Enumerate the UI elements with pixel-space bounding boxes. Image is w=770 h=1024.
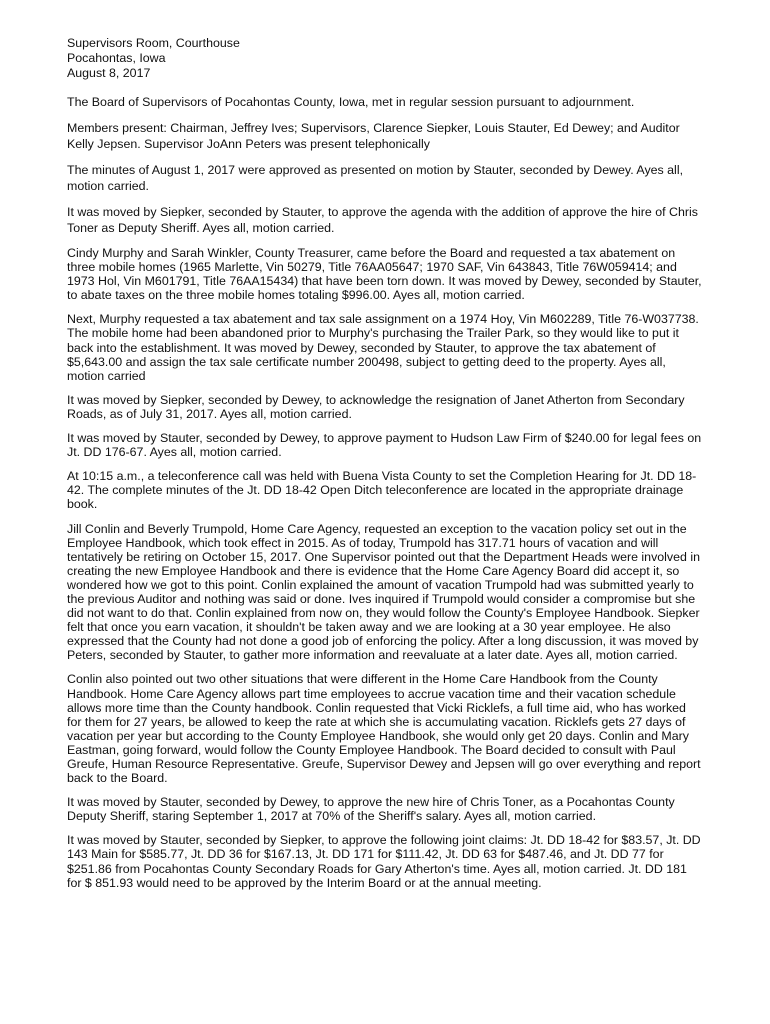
- paragraph-tax-abatement-mobile-homes: Cindy Murphy and Sarah Winkler, County Treasurer, came before the Board and requested a tax abatement on three mobile homes (1965 Marlette, Vin 50279, Title 76AA05647; 1970 SAF, Vin 643843, Title 76W059414; and 1973 Hol, Vin M601791, Title 76AA15434) that have been torn down. It was moved by Dewey, seconded by Stauter, to abate taxes on the three mobile homes totaling $996.00. Ayes all, motion carried.: [67, 246, 702, 303]
- paragraph-new-hire: It was moved by Stauter, seconded by Dewey, to approve the new hire of Chris Toner, as a Pocahontas County Deputy Sheriff, staring September 1, 2017 at 70% of the Sheriff's salary. Ayes all, motion carried.: [67, 795, 675, 824]
- paragraph-home-care-handbook: Conlin also pointed out two other situations that were different in the Home Care Handbook from the County Handbook. Home Care Agency allows part time employees to accrue vacation time and their vacation schedule allows more time than the County handbook. Conlin requested that Vicki Ricklefs, a full time aid, who has worked for them for 27 years, be allowed to keep the rate at which she is accumulating vacation. Ricklefs gets 27 days of vacation per year but according to the County Employee Handbook, she would only get 20 days. Conlin and Mary Eastman, going forward, would follow the County Employee Handbook. The Board decided to consult with Paul Greufe, Human Resource Representative. Greufe, Supervisor Dewey and Jepsen will go over everything and report back to the Board.: [67, 672, 701, 786]
- paragraph-members-present: Members present: Chairman, Jeffrey Ives; Supervisors, Clarence Siepker, Louis Stauter, Ed Dewey; and Auditor Kelly Jepsen. Supervisor JoAnn Peters was present telephonically: [67, 121, 680, 151]
- document-header: [67, 36, 703, 81]
- paragraph-teleconference: At 10:15 a.m., a teleconference call was held with Buena Vista County to set the Completion Hearing for Jt. DD 18-42. The complete minutes of the Jt. DD 18-42 Open Ditch teleconference are located in the appropriate drainage book.: [67, 469, 697, 512]
- paragraph-resignation: It was moved by Siepker, seconded by Dewey, to acknowledge the resignation of Janet Atherton from Secondary Roads, as of July 31, 2017. Ayes all, motion carried.: [67, 392, 685, 421]
- paragraph-vacation-policy: Jill Conlin and Beverly Trumpold, Home Care Agency, requested an exception to the vacation policy set out in the Employee Handbook, which took effect in 2015. As of today, Trumpold has 317.71 hours of vacation and will tentatively be retiring on October 15, 2017. One Supervisor pointed out that the Department Heads were involved in creating the new Employee Handbook and there is evidence that the Home Care Agency Board did accept it, so wondered how we got to this point. Conlin explained the amount of vacation Trumpold had was submitted yearly to the previous Auditor and nothing was said or done. Ives inquired if Trumpold would consider a compromise but she did not want to do that. Conlin explained from now on, they would follow the County's Employee Handbook. Siepker felt that once you earn vacation, it shouldn't be taken away and we are looking at a 30 year employee. He also expressed that the County had not done a good job of enforcing the policy. After a long discussion, it was moved by Peters, seconded by Stauter, to gather more information and reevaluate at a later date. Ayes all, motion carried.: [67, 521, 700, 663]
- paragraph-joint-claims: It was moved by Stauter, seconded by Siepker, to approve the following joint claims: Jt. DD 18-42 for $83.57, Jt. DD 143 Main for $585.77, Jt. DD 36 for $167.13, Jt. DD 171 for $111.42, Jt. DD 63 for $487.46, and Jt. DD 77 for $251.86 from Pocahontas County Secondary Roads for Gary Atherton's time. Ayes all, motion carried. Jt. DD 181 for $ 851.93 would need to be approved by the Interim Board or at the annual meeting.: [67, 833, 701, 890]
- meeting-city: Pocahontas, Iowa: [67, 51, 166, 65]
- meeting-location: Supervisors Room, Courthouse: [67, 36, 240, 50]
- paragraph-tax-sale-assignment: Next, Murphy requested a tax abatement and tax sale assignment on a 1974 Hoy, Vin M602289, Title 76-W037738. The mobile home had been abandoned prior to Murphy's purchasing the Trailer Park, so they would like to put it back into the establishment. It was moved by Dewey, seconded by Stauter, to approve the tax abatement of $5,643.00 and assign the tax sale certificate number 200498, subject to getting deed to the property. Ayes all, motion carried: [67, 312, 699, 383]
- paragraph-opening: The Board of Supervisors of Pocahontas County, Iowa, met in regular session pursuant to adjournment.: [67, 95, 635, 109]
- minutes-document: [67, 36, 703, 900]
- meeting-date: August 8, 2017: [67, 66, 151, 80]
- paragraph-agenda-approval: It was moved by Siepker, seconded by Stauter, to approve the agenda with the addition of approve the hire of Chris Toner as Deputy Sheriff. Ayes all, motion carried.: [67, 205, 698, 235]
- paragraph-legal-fees: It was moved by Stauter, seconded by Dewey, to approve payment to Hudson Law Firm of $240.00 for legal fees on Jt. DD 176-67. Ayes all, motion carried.: [67, 431, 702, 460]
- paragraph-minutes-approval: The minutes of August 1, 2017 were approved as presented on motion by Stauter, seconded by Dewey. Ayes all, motion carried.: [67, 163, 684, 193]
